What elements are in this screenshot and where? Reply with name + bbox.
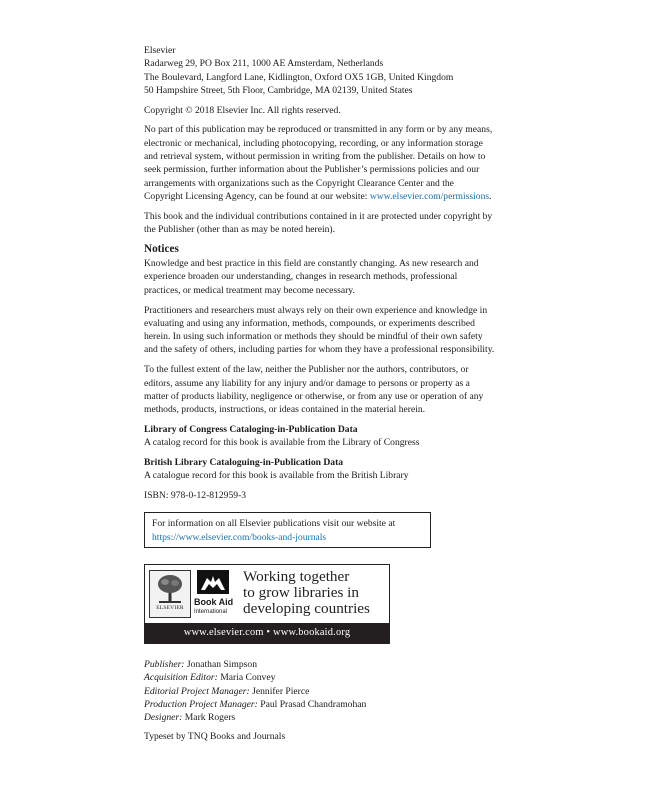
copyright-line: Copyright © 2018 Elsevier Inc. All rights reserved. [144,104,341,116]
text-line: electronic or mechanical, including photocopying, recording, or any information storage [144,137,483,149]
permissions-link[interactable]: www.elsevier.com/permissions [369,190,490,202]
book-aid-banner [144,564,390,644]
book-aid-slogan [243,569,370,617]
rights-paragraph [144,123,536,203]
text-line [144,190,536,203]
copyright-page [144,44,536,750]
slogan-line: to grow libraries in [243,584,359,601]
text-line: practices, or medical treatment may become necessary. [144,284,355,296]
typeset-line: Typeset by TNQ Books and Journals [144,731,286,743]
text-line: Practitioners and researchers must always rely on their own experience and knowledge in [144,304,488,316]
loc-heading: Library of Congress Cataloging-in-Publication Data [144,423,358,435]
credit-line [144,685,536,698]
address-line: The Boulevard, Langford Lane, Kidlington, Oxford OX5 1GB, United Kingdom [144,71,454,83]
book-aid-logo-name: Book Aid [194,597,234,607]
loc-text: A catalog record for this book is available from the Library of Congress [144,437,420,449]
text-line: evaluating and using any information, methods, compounds, or experiments described [144,317,475,329]
elsevier-logo-text: ELSEVIER [156,604,184,611]
credit-name: Maria Convey [220,672,276,684]
text-line: seek permission, further information about the Publisher’s permissions policies and our [144,164,480,176]
credit-role: Editorial Project Manager: [144,685,250,697]
isbn: ISBN: 978-0-12-812959-3 [144,490,247,502]
notices-paragraph [144,257,536,297]
text-line: experience broaden our understanding, changes in research methods, professional [144,271,458,283]
slogan-line: Working together [243,568,350,585]
book-aid-logo [194,570,232,618]
text-line: editors, assume any liability for any injury and/or damage to persons or property as a [144,377,470,389]
text-line: To the fullest extent of the law, neither the Publisher nor the authors, contributors, or [144,364,469,376]
credit-role: Production Project Manager: [144,698,258,710]
credit-name: Jonathan Simpson [186,659,258,670]
british-library-text: A catalogue record for this book is available from the British Library [144,470,409,482]
credit-name: Mark Rogers [184,712,236,724]
text-line: and the safety of others, including parties for whom they have a professional responsibility. [144,344,495,356]
elsevier-logo [149,570,191,618]
credit-name: Paul Prasad Chandramohan [260,698,367,710]
text-line: and retrieval system, without permission in writing from the publisher. Details on how to [144,151,486,163]
text-line: Knowledge and best practice in this field are constantly changing. As new research and [144,258,479,270]
credit-role: Acquisition Editor: [144,672,218,684]
text-line: the Publisher (other than as may be noted herein). [144,224,336,236]
text-line: herein. In using such information or methods they should be mindful of their own safety [144,331,483,343]
info-box [144,512,431,548]
credit-line [144,658,536,671]
credit-name: Jennifer Pierce [252,685,310,697]
credit-line [144,671,536,684]
credit-line [144,711,536,724]
publisher-name: Elsevier [144,45,176,56]
credits-block [144,658,536,724]
protection-paragraph [144,210,536,237]
slogan-line: developing countries [243,600,370,617]
address-line: 50 Hampshire Street, 5th Floor, Cambridge, MA 02139, United States [144,84,413,96]
book-aid-banner-top [145,565,389,623]
credit-line [144,698,536,711]
notices-paragraph [144,363,536,416]
publisher-address-block [144,44,536,97]
text-line: arrangements with organizations such as the Copyright Clearance Center and the [144,177,454,189]
text-line: This book and the individual contributions contained in it are protected under copyright by [144,210,493,222]
book-aid-hands-icon [197,570,229,594]
text-fragment: Copyright Licensing Agency, can be found at our website: [144,190,370,202]
book-aid-logo-subname: International [194,609,228,615]
text-line: No part of this publication may be reproduced or transmitted in any form or by any means, [144,124,493,136]
books-journals-link[interactable]: https://www.elsevier.com/books-and-journals [152,531,327,543]
notices-paragraph [144,304,536,357]
book-aid-footer: www.elsevier.com • www.bookaid.org [145,623,389,643]
text-line: matter of products liability, negligence or otherwise, or from any use or operation of any [144,390,484,402]
text-fragment: . [489,190,492,202]
credit-role: Designer: [144,712,183,724]
loc-block [144,423,536,450]
text-line: methods, products, instructions, or ideas contained in the material herein. [144,404,426,416]
british-library-heading: British Library Cataloguing-in-Publication Data [144,457,344,469]
elsevier-tree-icon [156,574,184,604]
address-line: Radarweg 29, PO Box 211, 1000 AE Amsterdam, Netherlands [144,58,384,70]
notices-heading: Notices [144,242,179,255]
british-library-block [144,456,536,483]
info-box-text: For information on all Elsevier publications visit our website at [152,518,396,530]
credit-role: Publisher: [144,659,185,670]
